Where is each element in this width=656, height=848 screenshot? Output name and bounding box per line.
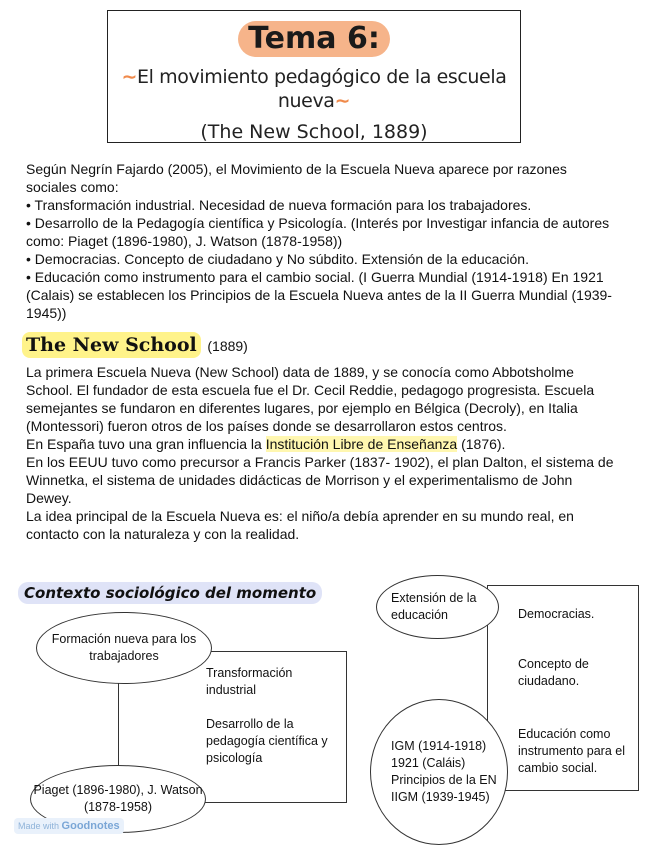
intro-section [26,160,616,322]
intro-bullet: • Transformación industrial. Necesidad de nueva formación para los trabajadores. [26,197,532,213]
note-democracias: Democracias. [518,607,595,621]
intro-bullet: • Desarrollo de la Pedagogía científica y Psicología. (Interés por Investigar infancia de autores como: Piaget (1896-1980), J. Watson (1878-1958)) [26,215,610,249]
new-school-title: The New School [22,332,201,358]
goodnotes-watermark: Made with Goodnotes [14,818,124,834]
page-subtitle: ∼El movimiento pedagógico de la escuela nueva∼ [121,66,507,112]
note-concepto: Concepto de ciudadano. [518,657,589,688]
new-school-heading [22,334,248,356]
intro-line: Según Negrín Fajardo (2005), el Movimiento de la Escuela Nueva aparece por razones sociales como: [26,161,567,195]
institucion-highlight: Institución Libre de Enseñanza [265,436,458,452]
note-desarrollo: Desarrollo de la pedagogía científica y psicología [206,717,328,765]
ellipse-formacion: Formación nueva para los trabajadores [36,612,212,684]
new-school-paragraph: En los EEUU tuvo como precursor a Francis Parker (1837- 1902), el plan Dalton, el sistema de Winnetka, el sistema de unidades didácticas de Morrison y el experimentalismo de John Dewey. [26,454,614,506]
new-school-year: (1889) [207,338,248,354]
squiggle-right-icon: ∼ [334,90,351,112]
ellipse-extension: Extensión de la educación [376,575,499,639]
title-box [107,10,521,143]
goodnotes-logo: Goodnotes [61,820,120,832]
page-title: Tema 6: [238,21,390,57]
squiggle-left-icon: ∼ [121,66,138,88]
note-educacion: Educación como instrumento para el cambio social. [518,727,626,775]
new-school-paragraph: La primera Escuela Nueva (New School) data de 1889, y se conocía como Abbotsholme School. El fundador de esta escuela fue el Dr. Cecil Reddie, pedagogo progresista. Escuela semejantes se fundaron en diferentes lugares, por ejemplo en Bélgica (Decroly), en Italia (Montessori) fueron otros de los países donde se desarrollaron estos centros. [26,364,595,434]
context-title: Contexto sociológico del momento [18,582,322,604]
new-school-paragraph-spain: En España tuvo una gran influencia la Institución Libre de Enseñanza (1876). [26,436,506,452]
intro-bullet: • Democracias. Concepto de ciudadano y No súbdito. Extensión de la educación. [26,251,529,267]
new-school-body [26,363,616,543]
intro-bullet: • Educación como instrumento para el cambio social. (I Guerra Mundial (1914-1918) En 1921 (Calais) se establecen los Principios de la Escuela Nueva antes de la II Guerra Mundial (1939-1945)) [26,269,612,321]
note-transformacion: Transformación industrial [206,666,293,697]
ellipse-igm: IGM (1914-1918) 1921 (Caláis) Principios de la EN IIGM (1939-1945) [370,699,508,845]
page-subtitle-year: (The New School, 1889) [200,121,428,143]
new-school-paragraph: La idea principal de la Escuela Nueva es: el niño/a debía aprender en su mundo real, en contacto con la naturaleza y con la realidad. [26,508,574,542]
ellipse-piaget: Piaget (1896-1980), J. Watson (1878-1958) [30,765,206,833]
